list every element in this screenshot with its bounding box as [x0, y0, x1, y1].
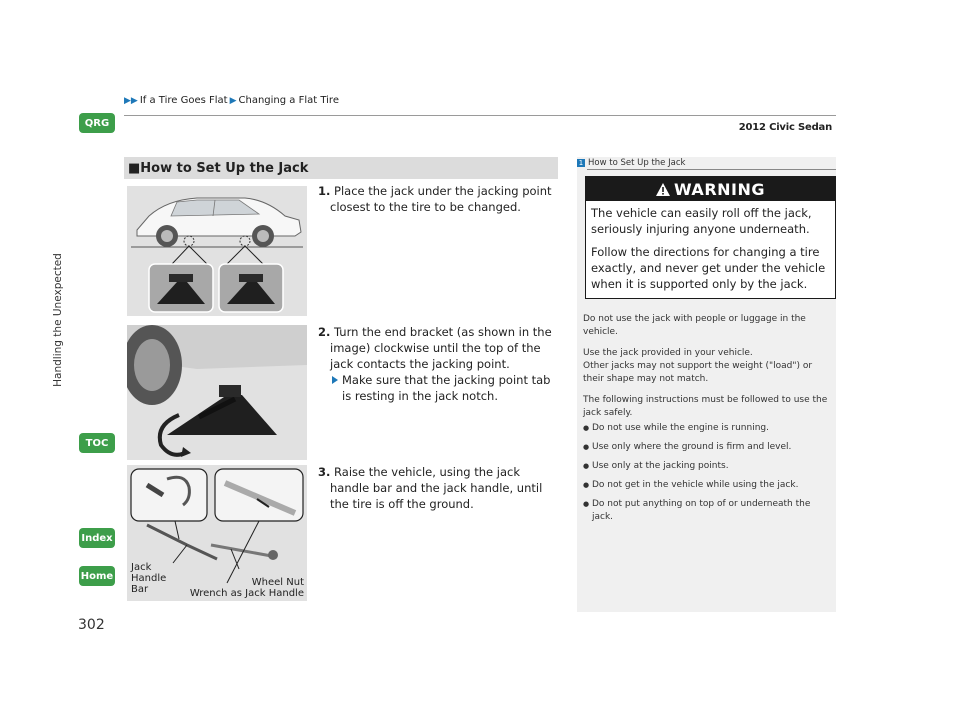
- breadcrumb-item-flat-tire[interactable]: If a Tire Goes Flat: [139, 95, 228, 106]
- step-1: [318, 183, 560, 215]
- model-name: 2012 Civic Sedan: [738, 122, 832, 133]
- section-title-text: How to Set Up the Jack: [140, 160, 309, 176]
- step-number: 3.: [318, 465, 331, 479]
- note-bullet: ● Do not get in the vehicle while using the jack.: [583, 479, 828, 492]
- step-subnote: Make sure that the jacking point tab is resting in the jack notch.: [318, 372, 560, 404]
- breadcrumb-arrow-icon: ▶: [229, 95, 237, 106]
- header-rule: [124, 115, 836, 116]
- sidebar-title: [577, 158, 685, 168]
- step-text: Place the jack under the jacking point closest to the tire to be changed.: [330, 184, 552, 214]
- step-text: Raise the vehicle, using the jack handle bar and the jack handle, until the tire is off the ground.: [330, 465, 543, 511]
- label-wheel-nut-wrench: Wheel Nut Wrench as Jack Handle: [189, 577, 304, 599]
- step-number: 1.: [318, 184, 331, 198]
- figure-jack-bracket: [127, 325, 307, 460]
- note-bullet: ● Use only at the jacking points.: [583, 460, 828, 473]
- note-bullet: ● Use only where the ground is firm and level.: [583, 441, 828, 454]
- page-number: 302: [78, 617, 105, 633]
- warning-text-2: Follow the directions for changing a tire exactly, and never get under the vehicle when it is supported only by the jack.: [591, 245, 826, 291]
- note-bullet: ● Do not use while the engine is running.: [583, 422, 828, 435]
- warning-heading: [586, 177, 835, 201]
- sidebar-notes: [583, 313, 828, 530]
- chapter-label: Handling the Unexpected: [52, 253, 64, 387]
- reference-number-icon: 1: [578, 159, 584, 167]
- sidebar-title-text: How to Set Up the Jack: [588, 158, 686, 168]
- note-bullet: ● Do not put anything on top of or underneath the jack.: [583, 498, 828, 524]
- breadcrumb: [124, 95, 339, 106]
- warning-box: [585, 176, 836, 299]
- warning-triangle-icon: [656, 183, 670, 196]
- index-tab[interactable]: Index: [79, 528, 115, 548]
- toc-tab[interactable]: TOC: [79, 433, 115, 453]
- note-paragraph: The following instructions must be followed to use the jack safely.: [583, 395, 828, 418]
- home-tab[interactable]: Home: [79, 566, 115, 586]
- note-paragraph: Use the jack provided in your vehicle. Other jacks may not support the weight ("load") or their shape may not match.: [583, 348, 813, 384]
- breadcrumb-item-changing-tire[interactable]: Changing a Flat Tire: [238, 95, 339, 106]
- warning-heading-text: WARNING: [674, 179, 765, 199]
- section-title: [124, 157, 558, 179]
- step-2: [318, 324, 560, 404]
- figure-jacking-points: [127, 186, 307, 316]
- breadcrumb-arrow-icon: ▶▶: [124, 95, 138, 106]
- note-paragraph: Do not use the jack with people or luggage in the vehicle.: [583, 314, 806, 337]
- label-jack-handle-bar: Jack Handle Bar: [131, 562, 167, 595]
- qrg-tab[interactable]: QRG: [79, 113, 115, 133]
- step-3: [318, 464, 560, 512]
- step-text: Turn the end bracket (as shown in the image) clockwise until the top of the jack contacts the jacking point.: [330, 325, 552, 371]
- section-square-icon: ■: [128, 160, 141, 176]
- step-number: 2.: [318, 325, 331, 339]
- sidebar-rule: [587, 169, 836, 170]
- warning-text-1: The vehicle can easily roll off the jack, seriously injuring anyone underneath.: [591, 206, 812, 236]
